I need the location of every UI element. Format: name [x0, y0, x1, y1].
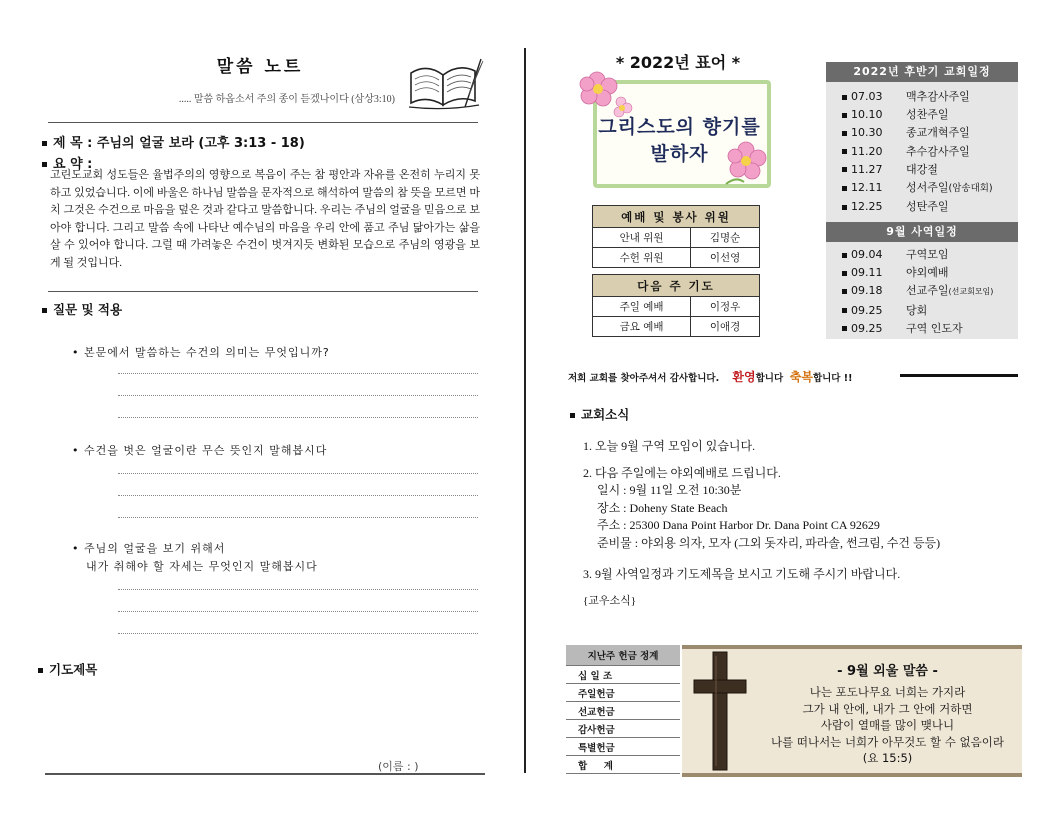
summary-label: 요 약 :	[53, 157, 93, 172]
answer-line[interactable]	[118, 517, 478, 518]
role-cell: 안내 위원	[593, 228, 691, 248]
question-2: • 수건을 벗은 얼굴이란 무슨 뜻인지 말해봅시다	[72, 444, 328, 457]
giving-item: 합 계	[566, 756, 680, 774]
bullet-icon	[842, 205, 847, 210]
giving-item: 특별헌금	[566, 738, 680, 756]
event-date: 09.11	[851, 266, 883, 280]
prayer-heading	[38, 660, 97, 678]
bullet-icon	[38, 668, 43, 673]
bullet-icon	[842, 186, 847, 191]
event-date: 09.04	[851, 248, 883, 261]
roles-table	[592, 205, 760, 337]
divider	[48, 291, 478, 292]
bullet-icon	[42, 141, 47, 146]
event-date: 10.10	[851, 108, 883, 122]
verse-line: 사람이 열매를 많이 맺나니	[820, 718, 955, 732]
answer-line[interactable]	[118, 373, 478, 374]
answer-line[interactable]	[118, 395, 478, 396]
questions-heading	[42, 300, 122, 318]
answer-line[interactable]	[118, 611, 478, 612]
cross-icon	[690, 650, 750, 776]
event-name: 성서주일	[906, 181, 949, 195]
questions-label: 질문 및 적용	[53, 302, 123, 317]
news-detail: 준비물 : 야외용 의자, 모자 (그외 돗자리, 파라솔, 썬크림, 수건 등등)	[597, 535, 941, 550]
event-date: 11.27	[851, 162, 883, 176]
answer-line[interactable]	[118, 589, 478, 590]
event-date: 09.25	[851, 321, 883, 335]
event-note: (선교회모임)	[948, 287, 994, 297]
list-item	[842, 320, 993, 338]
event-name: 야외예배	[906, 266, 949, 280]
answer-line[interactable]	[118, 473, 478, 474]
event-date: 09.18	[851, 284, 883, 298]
open-book-icon	[405, 55, 485, 117]
news-label: 교회소식	[581, 407, 630, 422]
page-title: 말씀 노트	[216, 57, 304, 77]
giving-table	[566, 645, 680, 774]
bless-highlight: 축복	[789, 370, 813, 384]
calendar-list	[842, 88, 993, 216]
calendar-header: 2022년 후반기 교회일정	[826, 62, 1018, 82]
list-item	[842, 302, 993, 320]
list-item	[842, 88, 993, 106]
roles-header: 예배 및 봉사 위원	[593, 206, 760, 228]
bullet-icon	[842, 131, 847, 136]
role-cell: 금요 예배	[593, 317, 691, 337]
bullet-icon	[842, 167, 847, 172]
year-motto-title: * 2022년 표어 *	[615, 53, 741, 72]
event-name: 성탄주일	[906, 200, 949, 214]
bullet-icon	[842, 308, 847, 313]
sermon-title: 주님의 얼굴 보라 (고후 3:13 - 18)	[96, 136, 305, 151]
list-item	[842, 124, 993, 142]
bullet-icon	[42, 162, 47, 167]
september-header: 9월 사역일정	[826, 222, 1018, 242]
role-cell: 수헌 위원	[593, 248, 691, 268]
news-source: {교우소식}	[583, 594, 637, 607]
answer-line[interactable]	[118, 633, 478, 634]
bullet-icon	[842, 326, 847, 331]
answer-line[interactable]	[118, 495, 478, 496]
event-date: 11.20	[851, 144, 883, 158]
news-item-2-text: 2. 다음 주일에는 야외예배로 드립니다.	[583, 465, 781, 480]
welcome-message	[568, 368, 852, 385]
bullet-icon	[842, 271, 847, 276]
question-3-line-1: • 주님의 얼굴을 보기 위해서	[72, 542, 226, 555]
name-field[interactable]: (이름 : )	[378, 760, 419, 773]
name-cell: 이선영	[691, 248, 760, 268]
divider	[900, 374, 1018, 377]
divider	[48, 122, 478, 123]
event-name: 당회	[906, 303, 928, 317]
list-item	[842, 282, 993, 301]
event-note: (암송대회)	[948, 183, 993, 195]
list-item	[842, 179, 993, 198]
event-name: 성찬주일	[906, 108, 949, 122]
sermon-title-row	[42, 132, 305, 151]
news-list	[583, 438, 1023, 610]
memory-verse-text	[760, 684, 1015, 767]
name-cell: 이정우	[691, 297, 760, 317]
divider	[45, 773, 485, 775]
list-item	[842, 198, 993, 216]
welcome-prefix: 저희 교회를 찾아주셔서 감사합니다.	[568, 373, 720, 384]
table-row	[593, 317, 760, 337]
verse-line: 그가 내 안에, 내가 그 안에 거하면	[802, 701, 973, 716]
role-cell: 주일 예배	[593, 297, 691, 317]
september-list	[842, 246, 993, 338]
welcome-suffix: 합니다 !!	[812, 373, 853, 384]
event-name: 선교주일	[906, 284, 949, 298]
question-1: • 본문에서 말씀하는 수건의 의미는 무엇입니까?	[72, 346, 330, 359]
question-3	[72, 540, 318, 576]
news-item-3: 3. 9월 사역일정과 기도제목을 보시고 기도해 주시기 바랍니다.	[583, 567, 901, 581]
name-cell: 김명순	[691, 228, 760, 248]
event-date: 12.11	[851, 181, 883, 195]
memory-verse-title: - 9월 외울 말씀 -	[837, 664, 938, 679]
verse-line: 나는 포도나무요 너희는 가지라	[809, 685, 966, 699]
bullet-icon	[842, 289, 847, 294]
event-name: 구역 인도자	[906, 321, 963, 335]
event-name: 대강절	[906, 162, 938, 176]
giving-header: 지난주 헌금 정계	[566, 645, 680, 666]
list-item	[842, 143, 993, 161]
event-date: 07.03	[851, 90, 883, 103]
table-row	[593, 297, 760, 317]
bullet-icon	[842, 113, 847, 118]
name-cell: 이애경	[691, 317, 760, 337]
news-heading	[570, 405, 629, 423]
news-item-1: 1. 오늘 9월 구역 모임이 있습니다.	[583, 439, 756, 453]
giving-item: 감사헌금	[566, 720, 680, 738]
summary-text: 고린도교회 성도들은 율법주의의 영향으로 복음이 주는 참 평안과 자유를 온전히 누리지 못하고 있었습니다. 이에 바울은 하나님 말씀을 문자적으로 해석하여 말씀의 참 뜻을 모르면 마치 그것은 수건으로 마음을 덮은 것과 같다고 말씀합니다. 우리는 주님의 얼굴을 믿음으로 보아야 합니다. 그리고 말씀 속에 나타난 예수님의 마음을 우리 안에 품고 주님 닮아가는 삶을 살 수 있어야 합니다. 그럴 때 가려놓은 수건이 벗겨지듯 변화된 모습으로 주님의 영광을 보게 될 것입니다.	[50, 169, 480, 269]
bullet-icon	[842, 253, 847, 258]
news-item-2	[583, 465, 1023, 553]
answer-line[interactable]	[118, 417, 478, 418]
bullet-icon	[570, 413, 575, 418]
giving-item: 선교헌금	[566, 702, 680, 720]
event-name: 맥추감사주일	[906, 90, 970, 103]
verse-line: 나를 떠나서는 너희가 아무것도 할 수 없음이라	[770, 734, 1004, 749]
bullet-icon	[842, 95, 847, 100]
news-detail: 주소 : 25300 Dana Point Harbor Dr. Dana Point CA 92629	[597, 518, 880, 532]
event-name: 추수감사주일	[906, 144, 970, 158]
news-detail: 일시 : 9월 11일 오전 10:30분	[597, 483, 742, 497]
bullet-icon	[42, 308, 47, 313]
list-item	[842, 161, 993, 179]
giving-item: 주일헌금	[566, 684, 680, 702]
next-prayer-header: 다음 주 기도	[593, 275, 760, 297]
list-item	[842, 106, 993, 124]
event-name: 구역모임	[906, 248, 949, 261]
table-row	[593, 248, 760, 268]
news-detail: 장소 : Doheny State Beach	[597, 500, 728, 515]
page-divider	[524, 48, 526, 773]
event-date: 12.25	[851, 200, 883, 214]
event-name: 종교개혁주일	[906, 126, 970, 140]
verse-reference: (요 15:5)	[862, 751, 913, 765]
list-item	[842, 246, 993, 264]
bullet-icon	[842, 149, 847, 154]
sermon-label: 제 목 :	[53, 136, 97, 151]
prayer-label: 기도제목	[49, 662, 98, 677]
welcome-mid: 합니다	[755, 373, 787, 384]
question-3-line-2: 내가 취해야 할 자세는 무엇인지 말해봅시다	[86, 560, 318, 573]
list-item	[842, 264, 993, 282]
event-date: 10.30	[851, 126, 883, 140]
table-row	[593, 228, 760, 248]
giving-item: 십 일 조	[566, 666, 680, 684]
event-date: 09.25	[851, 303, 883, 317]
motto-text: 그리스도의 향기를 발하자	[598, 116, 761, 165]
header-verse: ..... 말씀 하옵소서 주의 종이 듣겠나이다 (삼상3:10)	[178, 94, 395, 105]
welcome-highlight: 환영	[732, 370, 756, 384]
